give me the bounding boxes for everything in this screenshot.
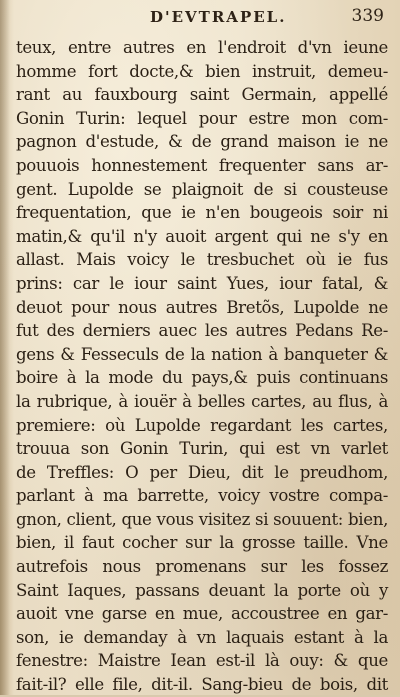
text-line: son, ie demanday à vn laquais estant à la [16, 627, 388, 647]
text-line: gnon, client, que vous visitez si souuent: bien, [16, 509, 388, 529]
text-line: premiere: où Lupolde regardant les cartes, [16, 415, 388, 435]
text-line: trouua son Gonin Turin, qui est vn varlet [16, 439, 388, 459]
text-line: frequentation, que ie n'en bougeois soir ni [16, 203, 388, 223]
text-line: matin,& qu'il n'y auoit argent qui ne s'y en [16, 226, 388, 246]
text-line: de Treffles: O per Dieu, dit le preudhom, [16, 462, 388, 482]
text-line: prins: car le iour saint Yues, iour fatal, & [16, 273, 388, 293]
running-head: D'EVTRAPEL. [150, 8, 287, 26]
text-line: gens & Fesseculs de la nation à banqueter & [16, 344, 388, 364]
text-line: pouuois honnestement frequenter sans ar- [16, 155, 388, 175]
text-line: fait-il? elle file, dit-il. Sang-bieu de bois, dit [16, 675, 388, 695]
text-line: pagnon d'estude, & de grand maison ie ne [16, 132, 388, 152]
text-line: allast. Mais voicy le tresbuchet où ie fus [16, 250, 388, 270]
binding-shadow [0, 0, 10, 695]
text-line: la rubrique, à iouër à belles cartes, au flus, à [16, 391, 388, 411]
text-line: homme fort docte,& bien instruit, demeu- [16, 61, 388, 81]
page-header [0, 6, 400, 30]
body-text [16, 36, 388, 697]
text-line: bien, il faut cocher sur la grosse taille. Vne [16, 533, 388, 553]
text-line: fenestre: Maistre Iean est-il là ouy: & que [16, 651, 388, 671]
text-line: rant au fauxbourg saint Germain, appellé [16, 85, 388, 105]
text-line: parlant à ma barrette, voicy vostre compa- [16, 486, 388, 506]
text-line: autrefois nous promenans sur les fossez [16, 557, 388, 577]
text-line: gent. Lupolde se plaignoit de si cousteuse [16, 179, 388, 199]
text-line: deuot pour nous autres Bretõs, Lupolde ne [16, 297, 388, 317]
text-line: auoit vne garse en mue, accoustree en gar- [16, 604, 388, 624]
text-line: boire à la mode du pays,& puis continuans [16, 368, 388, 388]
text-line: Gonin Turin: lequel pour estre mon com- [16, 108, 388, 128]
page-number: 339 [351, 6, 384, 26]
text-line: teux, entre autres en l'endroit d'vn ieune [16, 38, 388, 57]
text-line: fut des derniers auec les autres Pedans Re- [16, 321, 388, 341]
text-line: Saint Iaques, passans deuant la porte où y [16, 580, 388, 600]
